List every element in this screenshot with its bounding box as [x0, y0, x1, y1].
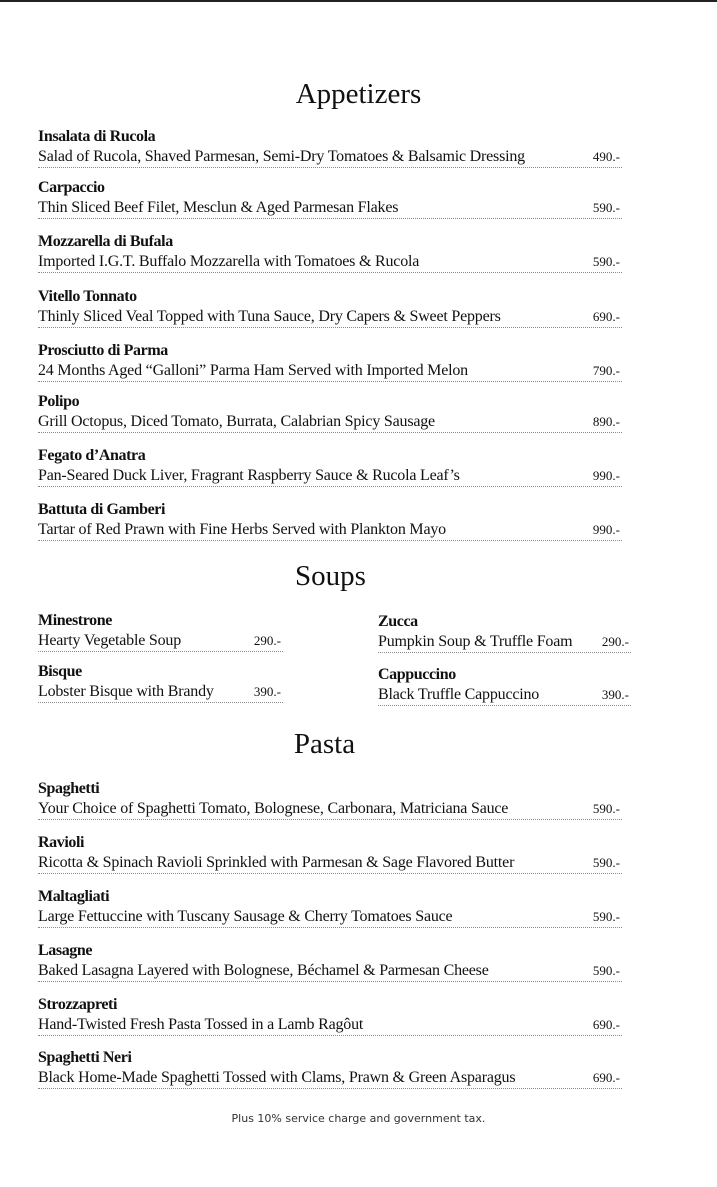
item-description: Grill Octopus, Diced Tomato, Burrata, Calabrian Spicy Sausage: [38, 413, 435, 430]
item-line: [38, 852, 622, 874]
item-description: Ricotta & Spinach Ravioli Sprinkled with Parmesan & Sage Flavored Butter: [38, 854, 515, 871]
menu-item: [38, 179, 622, 219]
item-price: 790.-: [592, 363, 620, 378]
item-name: Polipo: [38, 393, 80, 410]
item-price: 590.-: [592, 909, 620, 924]
item-price: 890.-: [592, 414, 620, 429]
menu-item: [38, 663, 283, 703]
item-price: 490.-: [592, 149, 620, 164]
soups-heading: Soups: [295, 560, 366, 592]
menu-item: [38, 393, 622, 433]
item-line: [38, 146, 622, 168]
item-name: Carpaccio: [38, 179, 105, 196]
item-description: Lobster Bisque with Brandy: [38, 683, 214, 700]
item-description: Salad of Rucola, Shaved Parmesan, Semi-Dry Tomatoes & Balsamic Dressing: [38, 148, 525, 165]
menu-item: [38, 942, 622, 982]
item-price: 390.-: [253, 684, 281, 699]
item-description: Hearty Vegetable Soup: [38, 632, 182, 649]
item-price: 590.-: [592, 801, 620, 816]
item-description: Baked Lasagna Layered with Bolognese, Béchamel & Parmesan Cheese: [38, 962, 489, 979]
item-line: [38, 1067, 622, 1089]
top-border-rule: [0, 0, 717, 2]
item-price: 590.-: [592, 855, 620, 870]
item-line: [38, 906, 622, 928]
menu-item: [38, 1049, 622, 1089]
item-description: Thinly Sliced Veal Topped with Tuna Sauce, Dry Capers & Sweet Peppers: [38, 308, 501, 325]
menu-item: [38, 834, 622, 874]
item-price: 590.-: [592, 200, 620, 215]
item-line: [378, 684, 631, 706]
item-price: 990.-: [592, 522, 620, 537]
item-line: [38, 681, 283, 703]
item-line: [38, 360, 622, 382]
item-line: [38, 197, 622, 219]
menu-item: [38, 233, 622, 273]
item-name: Spaghetti Neri: [38, 1049, 132, 1066]
item-line: [38, 306, 622, 328]
item-description: Thin Sliced Beef Filet, Mesclun & Aged Parmesan Flakes: [38, 199, 399, 216]
menu-item: [38, 501, 622, 541]
item-price: 690.-: [592, 309, 620, 324]
item-price: 690.-: [592, 1070, 620, 1085]
menu-item: [378, 666, 631, 706]
item-price: 590.-: [592, 254, 620, 269]
item-name: Insalata di Rucola: [38, 128, 156, 145]
menu-item: [38, 780, 622, 820]
item-name: Ravioli: [38, 834, 85, 851]
menu-item: [38, 612, 283, 652]
item-description: Imported I.G.T. Buffalo Mozzarella with Tomatoes & Rucola: [38, 253, 420, 270]
item-name: Minestrone: [38, 612, 112, 629]
item-name: Maltagliati: [38, 888, 110, 905]
item-line: [38, 1014, 622, 1036]
menu-item: [38, 128, 622, 168]
menu-item: [38, 888, 622, 928]
menu-item: [38, 996, 622, 1036]
item-line: [38, 519, 622, 541]
menu-item: [38, 288, 622, 328]
item-line: [38, 411, 622, 433]
item-name: Fegato d’Anatra: [38, 447, 146, 464]
item-name: Mozzarella di Bufala: [38, 233, 173, 250]
item-line: [38, 251, 622, 273]
appetizers-heading: Appetizers: [295, 78, 422, 110]
item-price: 290.-: [601, 634, 629, 649]
item-description: Pan-Seared Duck Liver, Fragrant Raspberry Sauce & Rucola Leaf’s: [38, 467, 460, 484]
item-price: 990.-: [592, 468, 620, 483]
item-name: Lasagne: [38, 942, 93, 959]
menu-item: [38, 342, 622, 382]
menu-item: [378, 613, 631, 653]
pasta-heading: Pasta: [293, 728, 356, 760]
item-name: Cappuccino: [378, 666, 456, 683]
item-name: Zucca: [378, 613, 418, 630]
item-name: Prosciutto di Parma: [38, 342, 168, 359]
item-price: 590.-: [592, 963, 620, 978]
item-line: [378, 631, 631, 653]
item-name: Bisque: [38, 663, 82, 680]
item-description: Black Truffle Cappuccino: [378, 686, 540, 703]
item-line: [38, 960, 622, 982]
menu-item: [38, 447, 622, 487]
item-name: Strozzapreti: [38, 996, 118, 1013]
item-name: Battuta di Gamberi: [38, 501, 166, 518]
item-line: [38, 798, 622, 820]
item-description: Your Choice of Spaghetti Tomato, Bolognese, Carbonara, Matriciana Sauce: [38, 800, 509, 817]
item-price: 690.-: [592, 1017, 620, 1032]
item-name: Vitello Tonnato: [38, 288, 137, 305]
item-description: Hand-Twisted Fresh Pasta Tossed in a Lamb Ragôut: [38, 1016, 364, 1033]
item-name: Spaghetti: [38, 780, 100, 797]
item-price: 390.-: [601, 687, 629, 702]
item-line: [38, 465, 622, 487]
item-line: [38, 630, 283, 652]
item-description: Large Fettuccine with Tuscany Sausage & Cherry Tomatoes Sauce: [38, 908, 453, 925]
item-description: Tartar of Red Prawn with Fine Herbs Served with Plankton Mayo: [38, 521, 446, 538]
item-description: 24 Months Aged “Galloni” Parma Ham Served with Imported Melon: [38, 362, 468, 379]
item-description: Black Home-Made Spaghetti Tossed with Clams, Prawn & Green Asparagus: [38, 1069, 516, 1086]
service-charge-note: Plus 10% service charge and government tax.: [231, 1112, 486, 1125]
item-description: Pumpkin Soup & Truffle Foam: [378, 633, 573, 650]
item-price: 290.-: [253, 633, 281, 648]
